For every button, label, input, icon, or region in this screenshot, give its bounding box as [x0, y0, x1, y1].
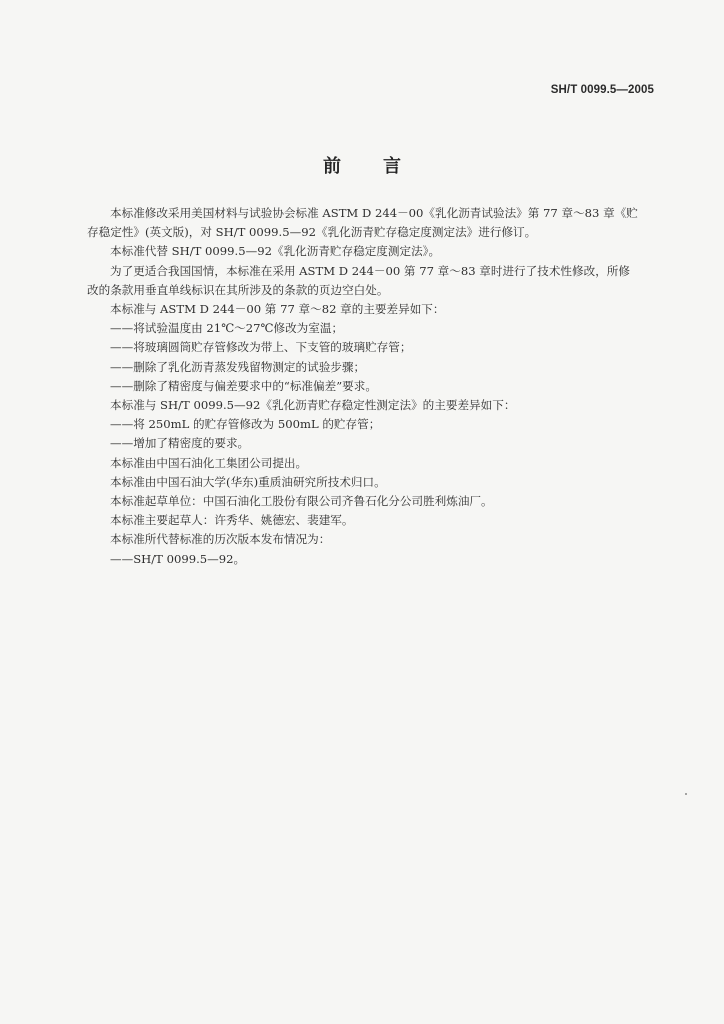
page-title: 前言: [323, 156, 443, 177]
paragraph: 改的条款用垂直单线标识在其所涉及的条款的页边空白处。: [87, 282, 389, 297]
paragraph: 本标准所代替标准的历次版本发布情况为：: [110, 532, 331, 547]
paragraph: 本标准由中国石油大学(华东)重质油研究所技术归口。: [110, 474, 386, 489]
list-item: ——将玻璃圆筒贮存管修改为带上、下支管的玻璃贮存管；: [110, 340, 412, 355]
list-item: ——将 250mL 的贮存管修改为 500mL 的贮存管；: [110, 417, 381, 432]
list-item: ——删除了精密度与偏差要求中的“标准偏差”要求。: [110, 378, 377, 393]
list-item: ——删除了乳化沥青蒸发残留物测定的试验步骤；: [110, 359, 366, 374]
paragraph: 本标准与 SH/T 0099.5—92《乳化沥青贮存稳定性测定法》的主要差异如下：: [110, 398, 516, 413]
paragraph: 本标准由中国石油化工集团公司提出。: [110, 455, 308, 470]
paragraph: 本标准修改采用美国材料与试验协会标准 ASTM D 244－00《乳化沥青试验法》第 77 章～83 章《贮: [110, 206, 638, 220]
standard-number: SH/T 0099.5—2005: [550, 84, 654, 96]
paragraph: 存稳定性》(英文版)，对 SH/T 0099.5—92《乳化沥青贮存稳定度测定法》进行修订。: [87, 225, 537, 240]
paragraph: 本标准代替 SH/T 0099.5—92《乳化沥青贮存稳定度测定法》。: [110, 244, 441, 259]
list-item: ——增加了精密度的要求。: [110, 436, 250, 451]
paragraph: 本标准起草单位：中国石油化工股份有限公司齐鲁石化分公司胜利炼油厂。: [110, 494, 493, 509]
paragraph: 本标准与 ASTM D 244－00 第 77 章～82 章的主要差异如下：: [110, 302, 445, 317]
foreword-body: [87, 204, 657, 569]
list-item: ——将试验温度由 21℃～27℃修改为室温；: [110, 321, 344, 336]
scan-speck: [685, 793, 687, 795]
list-item: ——SH/T 0099.5—92。: [110, 551, 246, 566]
paragraph: 本标准主要起草人：许秀华、姚德宏、裴建军。: [110, 513, 354, 528]
paragraph: 为了更适合我国国情，本标准在采用 ASTM D 244－00 第 77 章～83 章时进行了技术性修改，所修: [110, 263, 630, 278]
